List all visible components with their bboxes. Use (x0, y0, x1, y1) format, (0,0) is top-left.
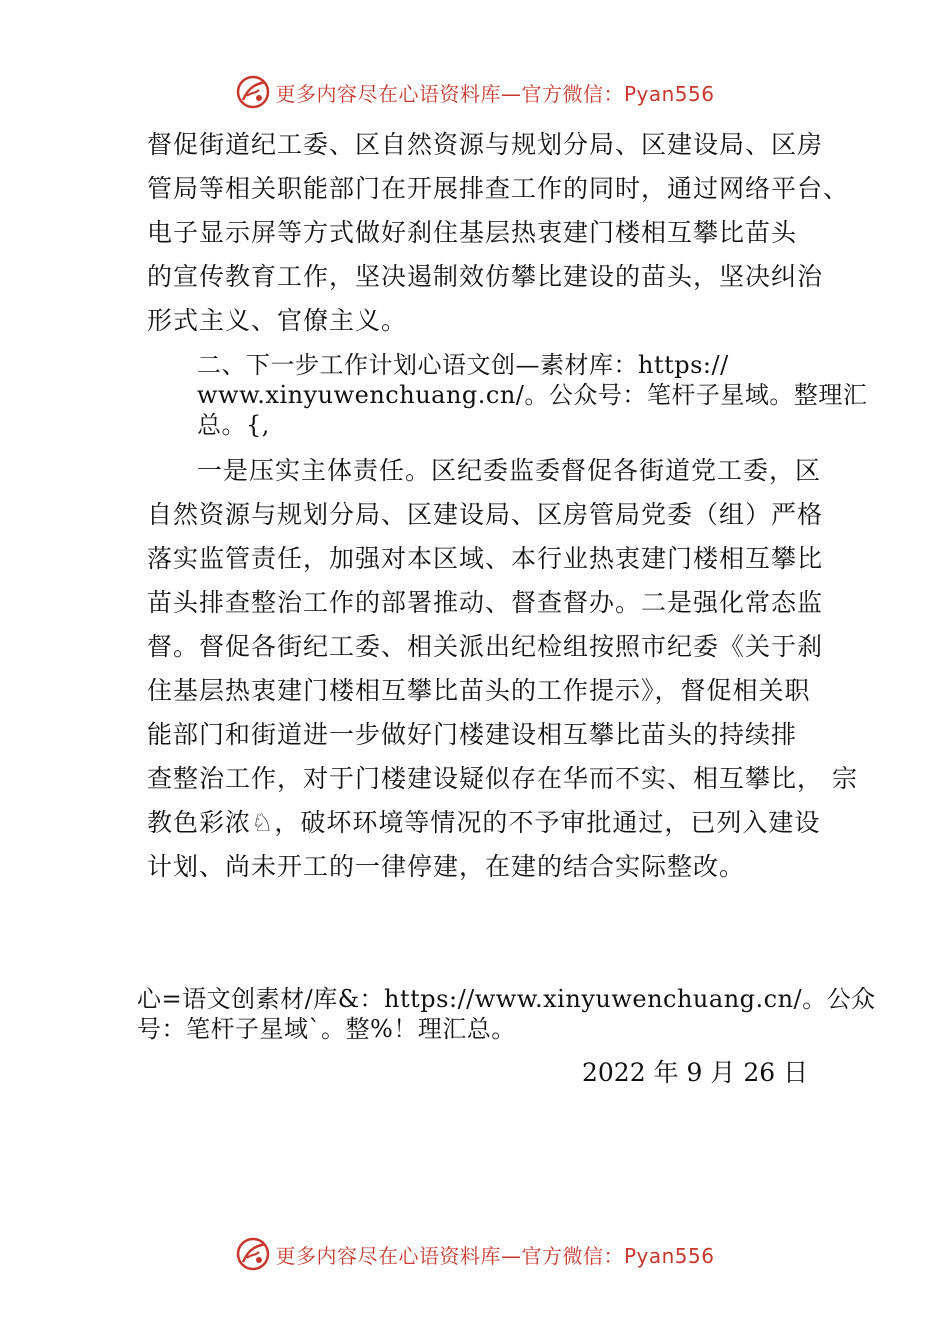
paragraph2-line: 查整治工作，对于门楼建设疑似存在华而不实、相互攀比， 宗 (147, 764, 858, 793)
footer-note-line: 号：笔杆子星域`。整%！理汇总。 (137, 1015, 516, 1043)
paragraph2-line: 苗头排查整治工作的部署推动、督查督办。二是强化常态监 (147, 588, 824, 617)
logo-icon (235, 74, 271, 110)
logo-icon (235, 1236, 271, 1272)
section-heading-line: 二、下一步工作计划心语文创—素材库：https:// (197, 351, 729, 379)
header-banner (0, 70, 950, 114)
footer-note-line: 心=语文创素材/库&：https://www.xinyuwenchuang.cn/。公众 (137, 985, 876, 1013)
paragraph2-line: 一是压实主体责任。区纪委监委督促各街道党工委，区 (197, 456, 822, 485)
paragraph2-line: 计划、尚未开工的一律停建，在建的结合实际整改。 (147, 852, 746, 881)
paragraph1-line: 电子显示屏等方式做好刹住基层热衷建门楼相互攀比苗头 (147, 218, 798, 247)
section-heading-line: www.xinyuwenchuang.cn/。公众号：笔杆子星域。整理汇 (197, 381, 868, 409)
paragraph1-line: 形式主义、官僚主义。 (147, 306, 408, 335)
paragraph2-line: 自然资源与规划分局、区建设局、区房管局党委（组）严格 (147, 500, 824, 529)
paragraph2-line: 教色彩浓♘，破坏环境等情况的不予审批通过，已列入建设 (147, 808, 821, 837)
paragraph2-line: 落实监管责任，加强对本区域、本行业热衷建门楼相互攀比 (147, 544, 824, 573)
paragraph1-line: 的宣传教育工作，坚决遏制效仿攀比建设的苗头，坚决纠治 (147, 262, 824, 291)
paragraph2-line: 住基层热衷建门楼相互攀比苗头的工作提示》，督促相关职 (147, 676, 811, 705)
footer-banner (0, 1232, 950, 1276)
paragraph2-line: 督。督促各街纪工委、相关派出纪检组按照市纪委《关于刹 (147, 632, 824, 661)
document-date: 2022 年 9 月 26 日 (582, 1058, 809, 1087)
banner-text: 更多内容尽在心语资料库—官方微信：Pyan556 (275, 1243, 715, 1268)
section-heading-line: 总。{, (197, 411, 270, 439)
paragraph1-line: 督促街道纪工委、区自然资源与规划分局、区建设局、区房 (147, 130, 824, 159)
paragraph1-line: 管局等相关职能部门在开展排查工作的同时，通过网络平台、 (147, 174, 850, 203)
banner-text: 更多内容尽在心语资料库—官方微信：Pyan556 (275, 81, 715, 106)
paragraph2-line: 能部门和街道进一步做好门楼建设相互攀比苗头的持续排 (147, 720, 798, 749)
